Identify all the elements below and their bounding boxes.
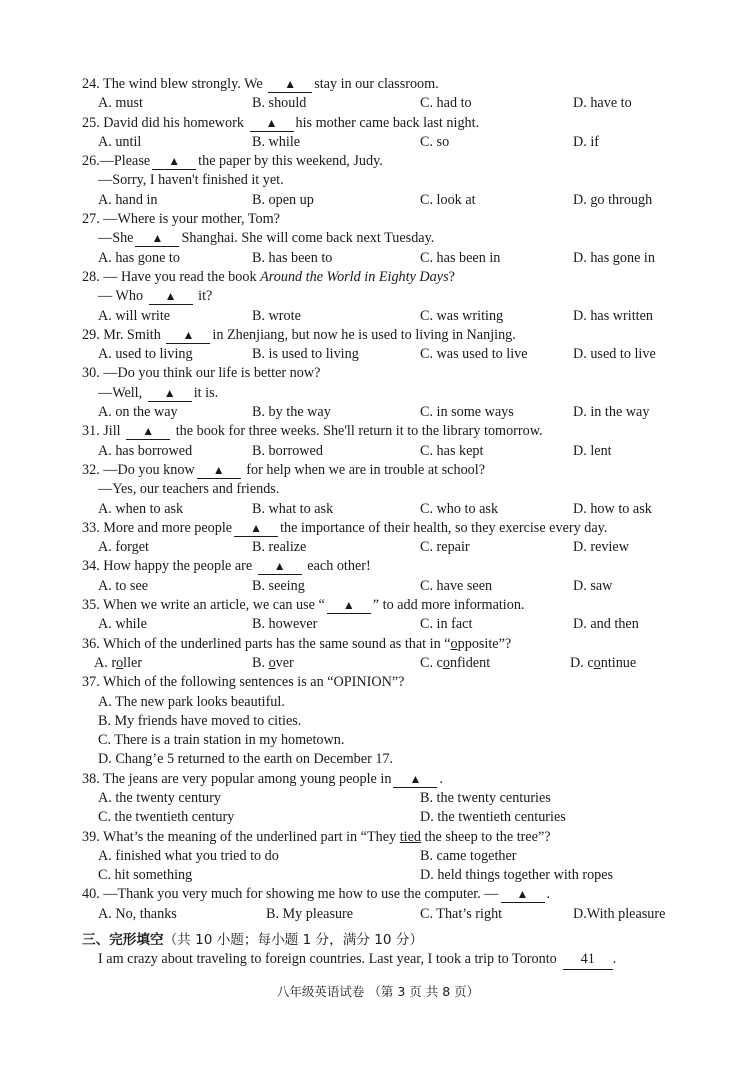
options-row [82,808,682,827]
option: C. That’s right [420,905,503,922]
question-stem: 30. —Do you think our life is better now? [82,365,321,382]
options-row [82,789,682,808]
blank-triangle-icon: ▲ [164,289,177,304]
options-row [82,905,682,924]
option: C. so [420,133,450,150]
question [82,152,682,210]
blank-triangle-icon: ▲ [163,385,176,400]
options-row [82,577,682,596]
question-stem: — Who ▲ it? [98,288,213,305]
option [252,654,294,673]
blank-triangle-icon: ▲ [273,559,286,574]
option: B. wrote [252,307,301,324]
question-stem: 37. Which of the following sentences is an “OPINION”? [82,674,405,691]
answer-blank [501,887,545,903]
underlined-letter: o [116,654,124,671]
book-title: Around the World in Eighty Days [260,268,449,285]
blank-triangle-icon: ▲ [151,231,164,246]
options-row [82,307,682,326]
option: A. hand in [98,191,158,208]
option: D. the twentieth centuries [420,809,566,826]
blank-triangle-icon: ▲ [409,771,422,786]
section-heading [82,930,682,950]
option: D. Chang’e 5 returned to the earth on December 17. [98,751,394,768]
option: C. has been in [420,249,501,266]
option: A. finished what you tried to do [98,847,279,864]
question-stem: 27. —Where is your mother, Tom? [82,211,280,228]
question-stem: 28. — Have you read the book Around the World in Eighty Days? [82,268,455,285]
question [82,557,682,596]
option: B. is used to living [252,346,359,363]
blank-triangle-icon: ▲ [168,154,181,169]
option: D. saw [573,577,613,594]
question-stem: —She ▲ Shanghai. She will come back next Tuesday. [98,230,435,247]
answer-blank [393,772,437,788]
option: D. in the way [573,404,650,421]
section-title: 三、完形填空 [82,932,164,949]
options-row [82,866,682,885]
question-stem: 36. Which of the underlined parts has the same sound as that in “opposite”? [82,635,512,652]
option-text: B. over [252,654,294,671]
question [82,596,682,635]
underlined-letter: o [268,654,276,671]
question-stem: 40. —Thank you very much for showing me how to use the computer. — ▲ . [82,886,551,903]
option: C. have seen [420,577,493,594]
options-row [82,249,682,268]
question [82,75,682,114]
option: B. realize [252,539,307,556]
question-reply: —Yes, our teachers and friends. [98,481,280,498]
answer-blank [135,231,179,247]
option: B. should [252,95,307,112]
option: D. how to ask [573,500,652,517]
question-stem: 33. More and more people ▲ the importance of their health, so they exercise every day. [82,519,608,536]
option: B. by the way [252,404,331,421]
blank-triangle-icon: ▲ [250,520,263,535]
option: C. in some ways [420,404,514,421]
option [570,654,636,673]
question-stem: 35. When we write an article, we can use “ ▲ ” to add more information. [82,597,525,614]
options-row [82,442,682,461]
option: A. the twenty century [98,789,221,806]
question-stem: 32. —Do you know ▲ for help when we are in trouble at school? [82,461,486,478]
question [82,114,682,153]
answer-blank [166,328,210,344]
question-stem: 39. What’s the meaning of the underlined part in “They tied the sheep to the tree”? [82,828,551,845]
option: D. review [573,539,629,556]
question [82,770,682,828]
option: B. came together [420,847,517,864]
option: C. was writing [420,307,504,324]
options-row [82,654,682,673]
option: A. will write [98,307,171,324]
question [82,268,682,326]
option: B. borrowed [252,442,323,459]
option: B. open up [252,191,314,208]
question-stem: 29. Mr. Smith ▲ in Zhenjiang, but now he is used to living in Nanjing. [82,326,516,343]
section-instructions: （共 10 小题；每小题 1 分，满分 10 分） [163,932,424,949]
options-row [82,403,682,422]
underlined-word: tied [399,828,421,845]
question-stem: —Well, ▲ it is. [98,384,219,401]
question-stem: 26.—Please ▲ the paper by this weekend, Judy. [82,153,383,170]
option: D. if [573,133,600,150]
answer-blank [327,598,371,614]
option: C. There is a train station in my hometown. [98,732,345,749]
option: D. go through [573,191,653,208]
question [82,885,682,924]
blank-triangle-icon: ▲ [516,887,529,902]
option: C. had to [420,95,472,112]
option: B. My pleasure [266,905,354,922]
option: A. when to ask [98,500,184,517]
option: A. while [98,616,147,633]
option: C. has kept [420,442,484,459]
question-reply: —Sorry, I haven't finished it yet. [98,172,284,189]
option: D. held things together with ropes [420,867,614,884]
option: B. however [252,616,318,633]
answer-blank [149,289,193,305]
option: B. has been to [252,249,333,266]
answer-blank [126,424,170,440]
option: A. has borrowed [98,442,193,459]
option [420,654,490,673]
options-row [82,847,682,866]
option: C. repair [420,539,470,556]
blank-triangle-icon: ▲ [284,77,297,91]
underlined-letter: o [593,654,601,671]
answer-blank [268,77,312,93]
blank-triangle-icon: ▲ [212,462,225,477]
option: D. has written [573,307,653,324]
option: A. until [98,133,142,150]
option: A. on the way [98,404,178,421]
option: B. the twenty centuries [420,789,551,806]
option: D. have to [573,95,632,112]
option-text: C. confident [420,654,491,671]
answer-blank [250,116,294,132]
options-row [82,615,682,634]
option-text: A. roller [94,654,143,671]
options-row [82,94,682,113]
question [82,461,682,519]
option: C. in fact [420,616,473,633]
blank-triangle-icon: ▲ [342,598,355,613]
passage-text: I am crazy about traveling to foreign countries. Last year, I took a trip to Toronto [98,951,557,968]
cloze-passage: I am crazy about traveling to foreign countries. Last year, I took a trip to Toronto 41 . [82,950,682,969]
option-text: D. continue [570,654,637,671]
option: A. to see [98,577,149,594]
option: D.With pleasure [573,905,666,922]
question-stem: 31. Jill ▲ the book for three weeks. She'll return it to the library tomorrow. [82,423,543,440]
underlined-letter: o [450,635,458,652]
options-row [82,345,682,364]
question [82,635,682,674]
option: C. who to ask [420,500,499,517]
options-row [82,191,682,210]
question-stem: 25. David did his homework ▲ his mother came back last night. [82,114,480,131]
blank-triangle-icon: ▲ [265,115,278,130]
option: C. the twentieth century [98,809,235,826]
option: A. used to living [98,346,193,363]
cloze-blank-41: 41 [563,950,613,970]
option: A. has gone to [98,249,180,266]
blank-triangle-icon: ▲ [182,327,195,342]
answer-blank [234,521,278,537]
options-row [82,500,682,519]
answer-blank [258,559,302,575]
blank-triangle-icon: ▲ [142,424,155,439]
option: A. No, thanks [98,905,177,922]
option: B. seeing [252,577,305,594]
option: D. has gone in [573,249,655,266]
question-stem: 24. The wind blew strongly. We ▲ stay in our classroom. [82,76,439,92]
option: B. what to ask [252,500,334,517]
page-footer: 八年级英语试卷 （第 3 页 共 8 页） [276,984,480,999]
option: C. was used to live [420,346,528,363]
question [82,519,682,558]
question [82,422,682,461]
option: D. and then [573,616,639,633]
options-row [82,538,682,557]
question-stem: 38. The jeans are very popular among young people in ▲ . [82,770,443,787]
answer-blank [148,386,192,402]
option: D. lent [573,442,612,459]
answer-blank [152,154,196,170]
option [94,654,142,673]
question [82,673,682,769]
option: A. forget [98,539,149,556]
question [82,326,682,365]
option: D. used to live [573,346,656,363]
exam-page [82,75,682,969]
option: B. My friends have moved to cities. [98,712,302,729]
options-row [82,133,682,152]
option: A. must [98,95,143,112]
question [82,364,682,422]
option: A. The new park looks beautiful. [98,693,285,710]
option: C. look at [420,191,476,208]
question [82,210,682,268]
answer-blank [197,463,241,479]
question [82,828,682,886]
question-stem: 34. How happy the people are ▲ each other! [82,558,371,575]
option: C. hit something [98,867,193,884]
underlined-letter: o [442,654,450,671]
option: B. while [252,133,301,150]
